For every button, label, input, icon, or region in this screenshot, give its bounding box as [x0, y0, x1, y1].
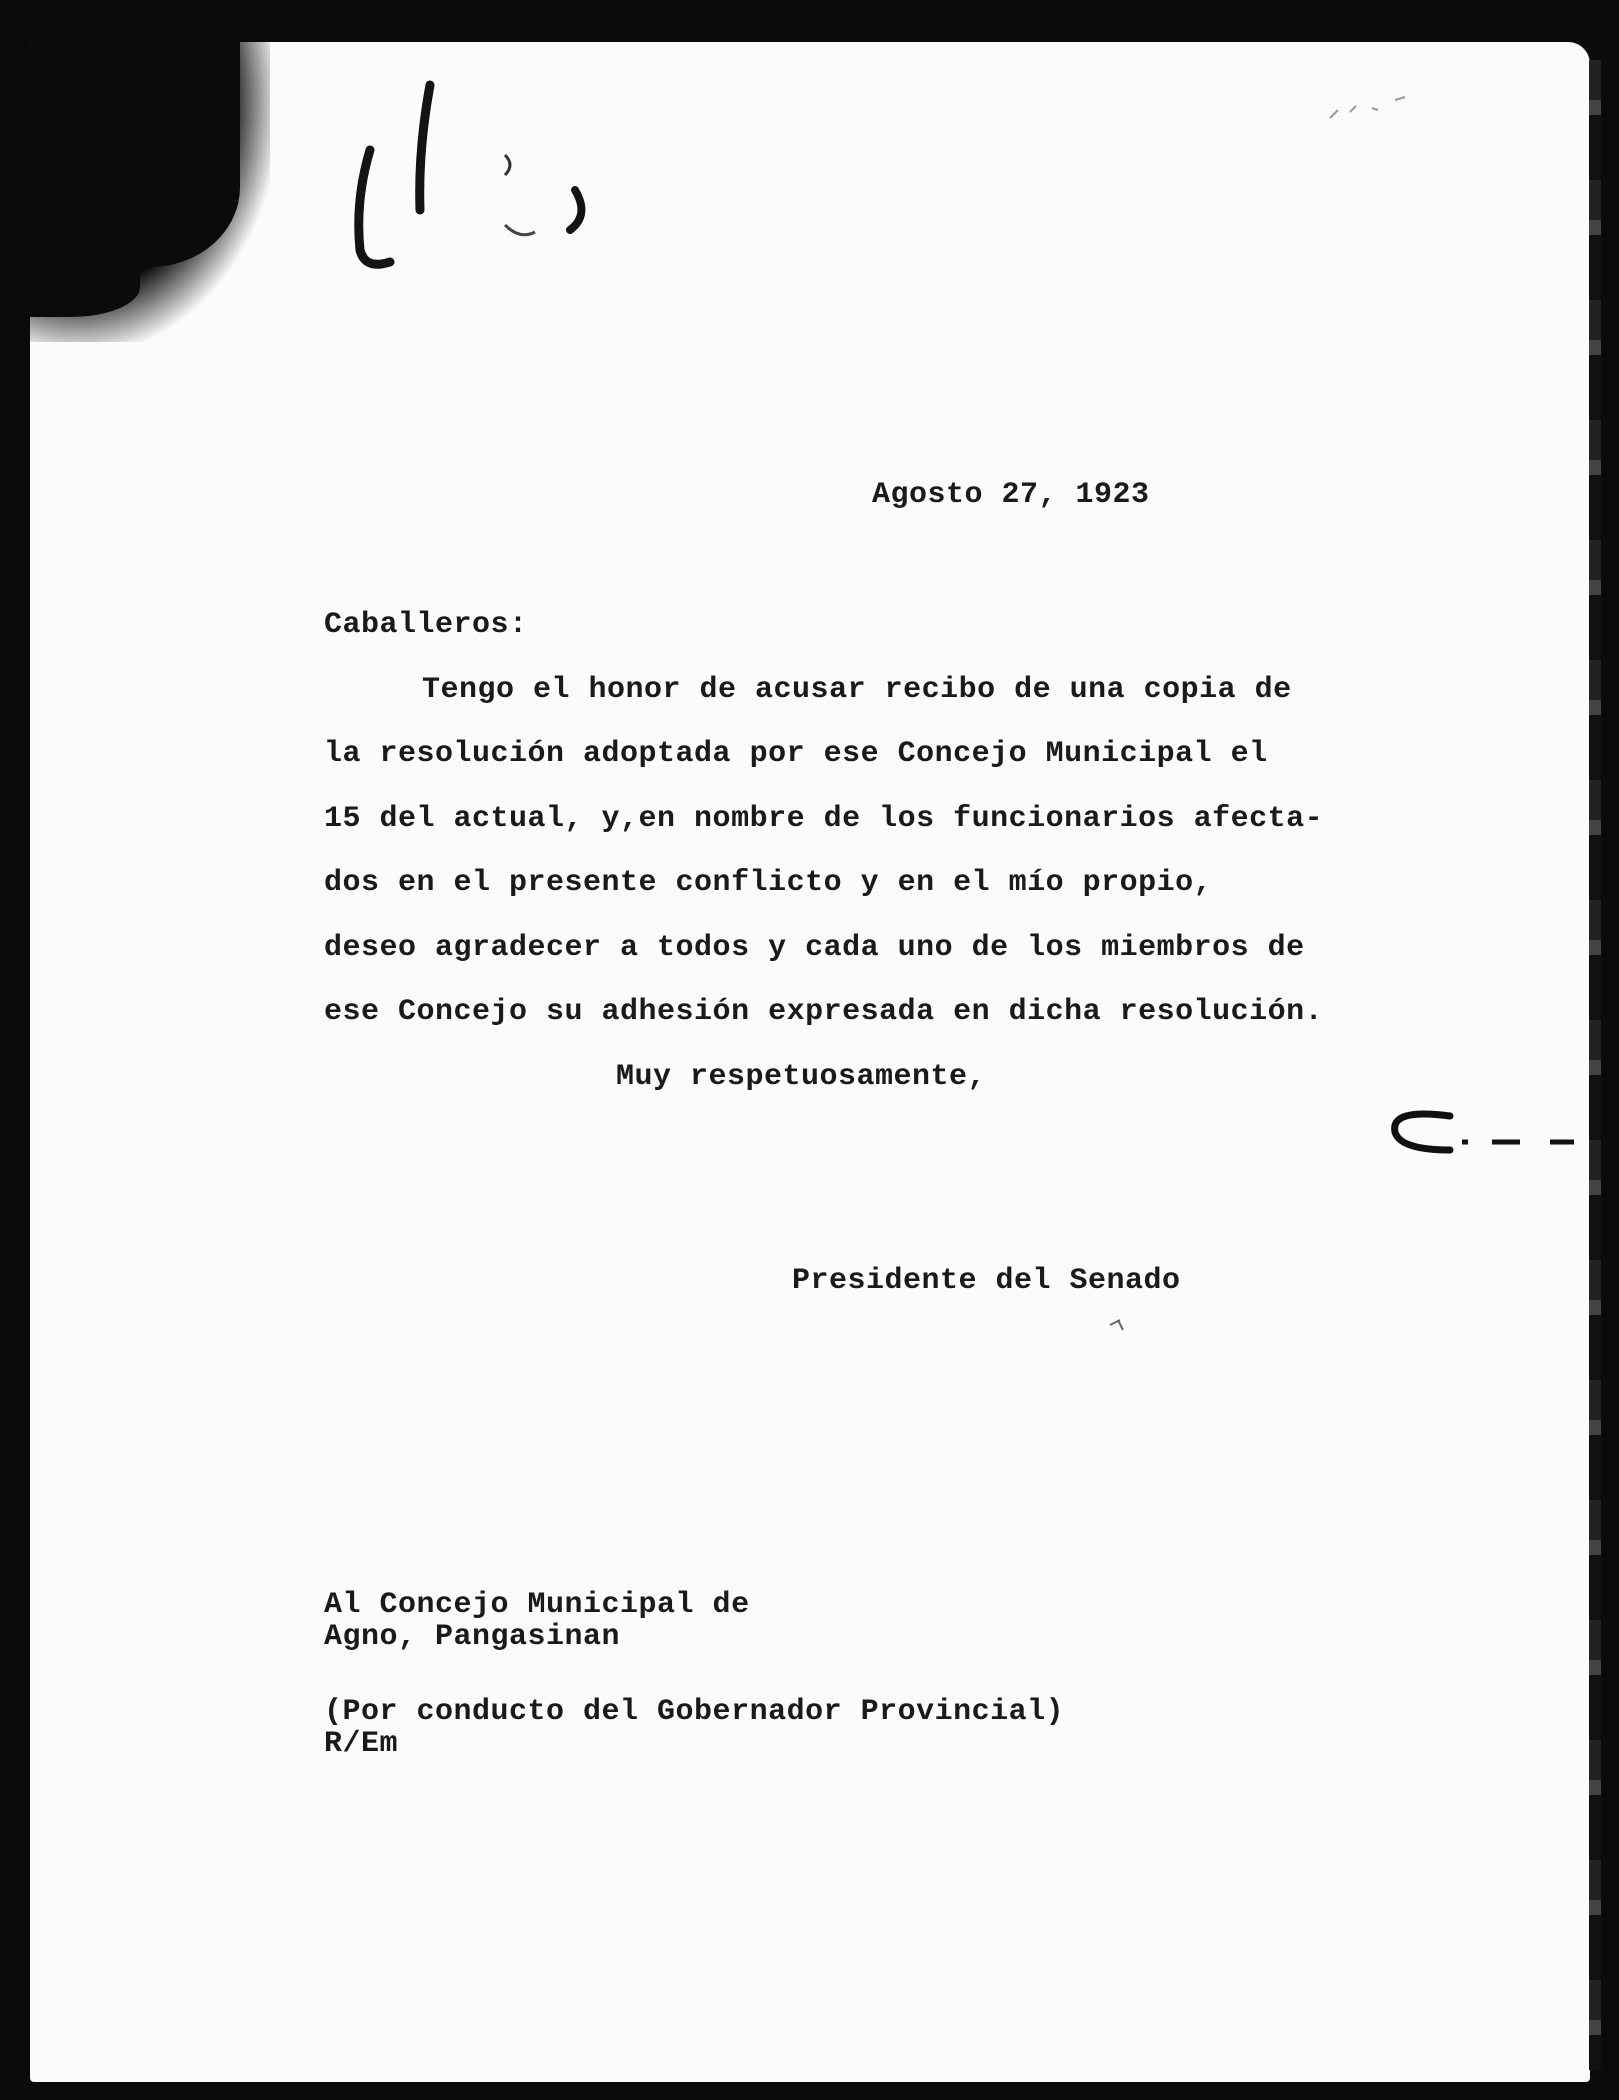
- damaged-corner-dark: [30, 42, 140, 317]
- salutation: Caballeros:: [324, 608, 528, 642]
- body-line-5: deseo agradecer a todos y cada uno de los miembros de: [324, 931, 1305, 965]
- signature-title: Presidente del Senado: [792, 1264, 1181, 1298]
- addressee-line-2: Agno, Pangasinan: [324, 1620, 621, 1654]
- body-line-6: ese Concejo su adhesión expresada en dicha resolución.: [324, 995, 1324, 1029]
- addressee-line-1: Al Concejo Municipal de: [324, 1588, 750, 1622]
- letter-date: Agosto 27, 1923: [872, 478, 1150, 512]
- letter-sheet: [30, 42, 1590, 2082]
- typist-initials: R/Em: [324, 1727, 399, 1761]
- body-line-1: Tengo el honor de acusar recibo de una copia de: [422, 673, 1292, 707]
- body-line-2: la resolución adoptada por ese Concejo Municipal el: [324, 737, 1268, 771]
- routing-note: (Por conducto del Gobernador Provincial): [324, 1695, 1065, 1729]
- body-line-3: 15 del actual, y,en nombre de los funcionarios afecta-: [324, 802, 1324, 836]
- closing: Muy respetuosamente,: [616, 1060, 987, 1094]
- binding-edge: [1589, 60, 1601, 2070]
- body-line-4: dos en el presente conflicto y en el mío propio,: [324, 866, 1213, 900]
